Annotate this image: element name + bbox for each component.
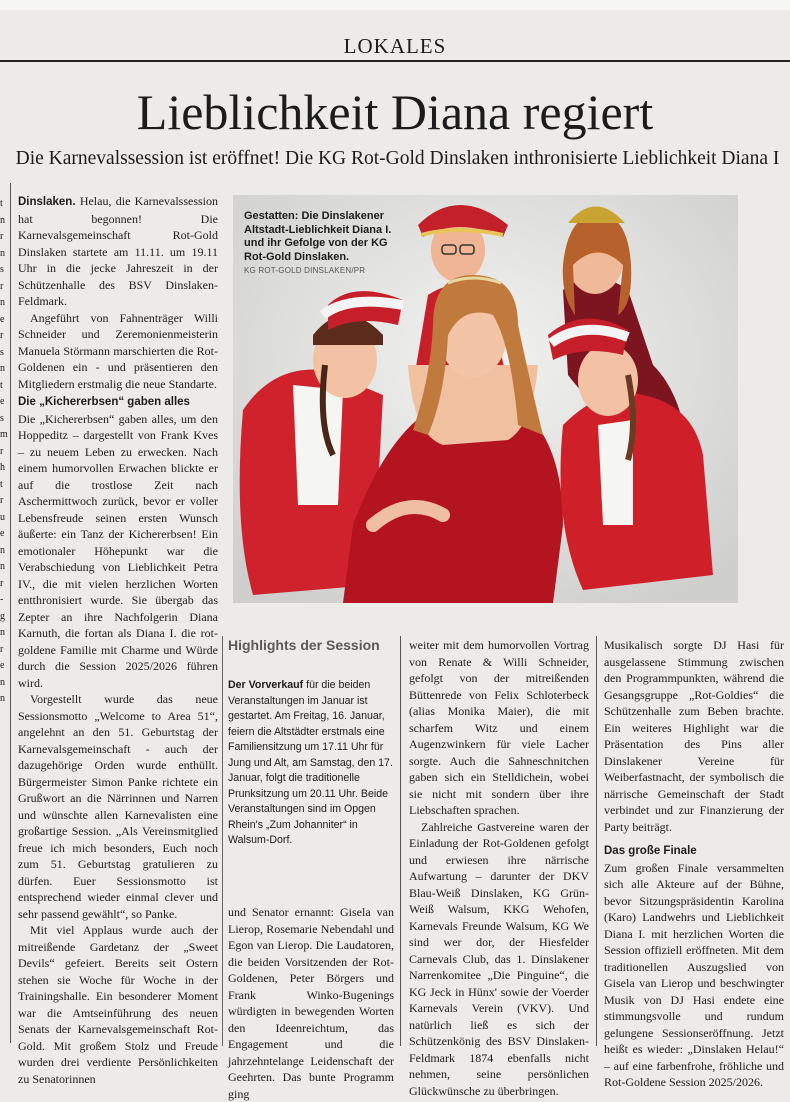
left-fragment-char: r xyxy=(0,643,4,655)
paragraph: Mit viel Applaus wurde auch der mitreißende Gardetanz der „Sweet Devils“ gefeiert. Bereits seit Ostern stehen sie Woche für Woche in der Trainingshalle. Ein besonderer Moment war die Amtseinführung des neuen Senats der Karnevalsgemeinschaft Rot-Gold. Mit großem Stolz und Freude wurden drei verdiente Persönlichkeiten zu Senatorinnen xyxy=(18,923,218,1086)
paragraph: Musikalisch sorgte DJ Hasi für ausgelassene Stimmung zwischen den Programmpunkten, während die Gesangsgruppe „Rot-Goldies“ die Schützenhalle zum Beben brachte. Ein weiteres Highlight war die Präsentation des Pins aller Dinslakener Vereine für Weiberfastnacht, der symbolisch die närrische Gemeinschaft der Stadt verbindet und zur Finanzierung der Party beiträgt. xyxy=(604,638,784,834)
left-fragment-char: e xyxy=(0,660,5,671)
section-rule xyxy=(0,60,790,62)
article-column-3 xyxy=(409,637,589,1099)
left-fragment-char: e xyxy=(0,528,5,539)
left-fragment-char: n xyxy=(0,693,5,704)
left-fragment-char: m xyxy=(0,429,8,440)
left-fragment-char: g xyxy=(0,610,5,622)
article-column-2 xyxy=(228,904,394,1102)
left-fragment-char: n xyxy=(0,297,5,308)
left-fragment-char: h xyxy=(0,462,5,473)
left-fragment-char: r xyxy=(0,445,4,457)
left-fragment-char: r xyxy=(0,280,4,292)
subheading: Die „Kichererbsen“ gaben alles xyxy=(18,396,190,408)
left-fragment-char: n xyxy=(0,561,5,572)
left-fragment-char: r xyxy=(0,495,4,506)
section-title: LOKALES xyxy=(343,34,447,58)
paragraph: weiter mit dem humorvollen Vortrag von Renate & Willi Schneider, gefolgt von der mitreißenden Büttenrede von Felix Schloterbeck (alias Monika Maier), die mit scharfem Witz und einem Augenzwinkern für viele Lacher sorgte. Auch die Sahneschnitchen gaben sich ein Stelldichein, wobei sie nicht mit sondern über ihre Liebschaften sprachen. xyxy=(409,638,589,817)
headline: Lieblichkeit Diana regiert xyxy=(136,84,654,140)
paragraph: Helau, die Karnevalssession hat begonnen! Die Karnevalsgemeinschaft Rot-Gold Dinslaken startete am 11.11. um 19.11 Uhr in die jecke Jahreszeit in der Schützenhalle des BSV Dinslaken-Feldmark. xyxy=(18,194,218,308)
subheading: Das große Finale xyxy=(604,845,697,857)
paragraph: und Senator ernannt: Gisela van Lierop, Rosemarie Nebendahl und Egon van Lierop. Die Laudatoren, die beiden Vorsitzenden der Rot-Goldenen, Peter Börgers und Frank Winko-Bugenings würdigten in bewegenden Worten den Ideenreichtum, das Engagement und die jahrzehntelange Leidenschaft der Geehrten. Das bunte Programm ging xyxy=(228,905,394,1101)
left-fragment-char: r xyxy=(0,577,4,589)
left-fragment-char: s xyxy=(0,264,4,275)
info-box-title: Highlights der Session xyxy=(228,637,380,653)
column-divider xyxy=(596,636,597,1046)
left-fragment-char: r xyxy=(0,330,4,341)
left-fragment-char: n xyxy=(0,544,5,556)
paragraph: Angeführt von Fahnenträger Willi Schneider und Zeremonienmeisterin Manuela Störmann marschierten die Rot-Goldenen ein - und präsentieren den Mitgliedern erstmalig die neue Standarte. xyxy=(18,310,218,391)
column-divider xyxy=(400,636,401,1046)
left-fragment-char: n xyxy=(0,363,5,374)
left-fragment-char: e xyxy=(0,313,5,325)
left-fragment-char: t xyxy=(0,379,3,391)
info-box-lead: Der Vorverkauf xyxy=(228,679,304,691)
left-fragment-char: s xyxy=(0,346,4,358)
left-column-fragment xyxy=(0,196,8,708)
article-column-1 xyxy=(18,193,218,1087)
dateline: Dinslaken. xyxy=(18,196,76,208)
left-fragment-char: r xyxy=(0,231,4,242)
column-divider-left xyxy=(10,183,11,1043)
left-fragment-char: - xyxy=(0,594,4,605)
photo-caption: Gestatten: Die Dinslakener Altstadt-Lieblichkeit Diana I. und ihr Gefolge von der KG Rot-Gold Dinslaken. xyxy=(244,210,392,263)
left-fragment-char: n xyxy=(0,627,5,638)
article-column-4 xyxy=(604,637,784,1091)
paragraph: Vorgestellt wurde das neue Sessionsmotto „Welcome to Area 51“, angelehnt an den 51. Geburtstag der Karnevalsgemeinschaft - auch der dazugehörige Orden wurde enthüllt. Bürgermeister Simon Panke richtete ein Grußwort an die Närrinnen und Narren und wünschte allen Karnevalisten eine großartige Session. „Als Vereinsmitglied freue ich mich besonders, Euch noch zum 51. Geburtstag gratulieren zu dürfen. Euer Sessionsmotto ist entsprechend wieder einmal clever und sehr passend gewählt“, so Panke. xyxy=(18,692,218,921)
subheadline: Die Karnevalssession ist eröffnet! Die KG Rot-Gold Dinslaken inthronisierte Lieblichkeit Diana I xyxy=(15,148,780,169)
left-fragment-char: u xyxy=(0,511,5,523)
paragraph: Zahlreiche Gastvereine waren der Einladung der Rot-Goldenen gefolgt und erwiesen ihre närrische Aufwartung – darunter der DKV Blau-Weiß Dinslaken, KG Grün-Weiß Walsum, KKG Wehofen, Karnevals Freunde Walsum, KG We sind wer dor, der Hiesfelder Carnevals Club, das 1. Dinslakener Narrenkomitee „Die Pinguine“, die KG Jeck in Hünx' sowie der Voerder Karnevals Verein (VKV). Und natürlich ließ es sich der Schützenkönig des BSV Dinslaken-Feldmark 1874 ebenfalls nicht nehmen, seine persönlichen Glückwünsche zu überbringen. xyxy=(409,819,589,1098)
top-band xyxy=(0,0,790,10)
photo-credit: KG ROT-GOLD DINSLAKEN/PR xyxy=(244,266,366,275)
left-fragment-char: t xyxy=(0,198,3,209)
info-box-text: für die beiden Veranstaltungen im Januar ist gestartet. Am Freitag, 16. Januar, feiern die Altstädter erstmals eine Familiensitzung um 17.11 Uhr für Jung und Alt, am Samstag, den 17. Januar, folgt die traditionelle Prunksitzung um 20.11 Uhr. Beide Veranstaltungen sind im Opgen Rhein's „Zum Johanniter“ in Walsum-Dorf. xyxy=(228,679,393,846)
left-fragment-char: n xyxy=(0,247,5,259)
paragraph: Zum großen Finale versammelten sich alle Akteure auf der Bühne, bevor Sitzungspräsidentin Karolina (Karo) Landwehrs und Lieblichkeit Diana I. mit herzlichen Worten die Session offiziell eröffneten. Mit dem traditionellen Auszugslied von Gisela van Lierop und beschwingter Musik von DJ Hasi endete eine stimmungsvolle und rundum gelungene Sessionseröffnung. Jetzt heißt es wieder: „Dinslaken Helau!“ – auf eine farbenfrohe, fröhliche und Rot-Goldene Session 2025/2026. xyxy=(604,860,784,1089)
paragraph: Die „Kichererbsen“ gaben alles, um den Hoppeditz – dargestellt von Frank Kves – zu neuem Leben zu erwecken. Nach einem humorvollen Erwachen blickte er auf die trostlose Zeit nach Aschermittwoch zurück, bevor er voller Lebensfreude seinen ersten Wunsch äußerte: ein Tanz der Kichererbsen! Ein emotionaler Höhepunkt war die Verabschiedung von Lieblichkeit Petra IV., die mit vielen herzlichen Worten entthronisiert wurde. Sie übergab das Zepter an ihre Nachfolgerin Diana Karnuth, die fortan als Diana I. die rot-goldene Familie mit Charme und Würde durch die Session 2025/2026 führen wird. xyxy=(18,411,218,690)
left-fragment-char: t xyxy=(0,478,3,490)
left-fragment-char: n xyxy=(0,214,5,226)
info-box xyxy=(228,636,394,849)
left-fragment-char: e xyxy=(0,396,5,407)
left-fragment-char: s xyxy=(0,412,4,424)
left-fragment-char: n xyxy=(0,676,5,688)
infobox-divider xyxy=(222,636,223,1046)
